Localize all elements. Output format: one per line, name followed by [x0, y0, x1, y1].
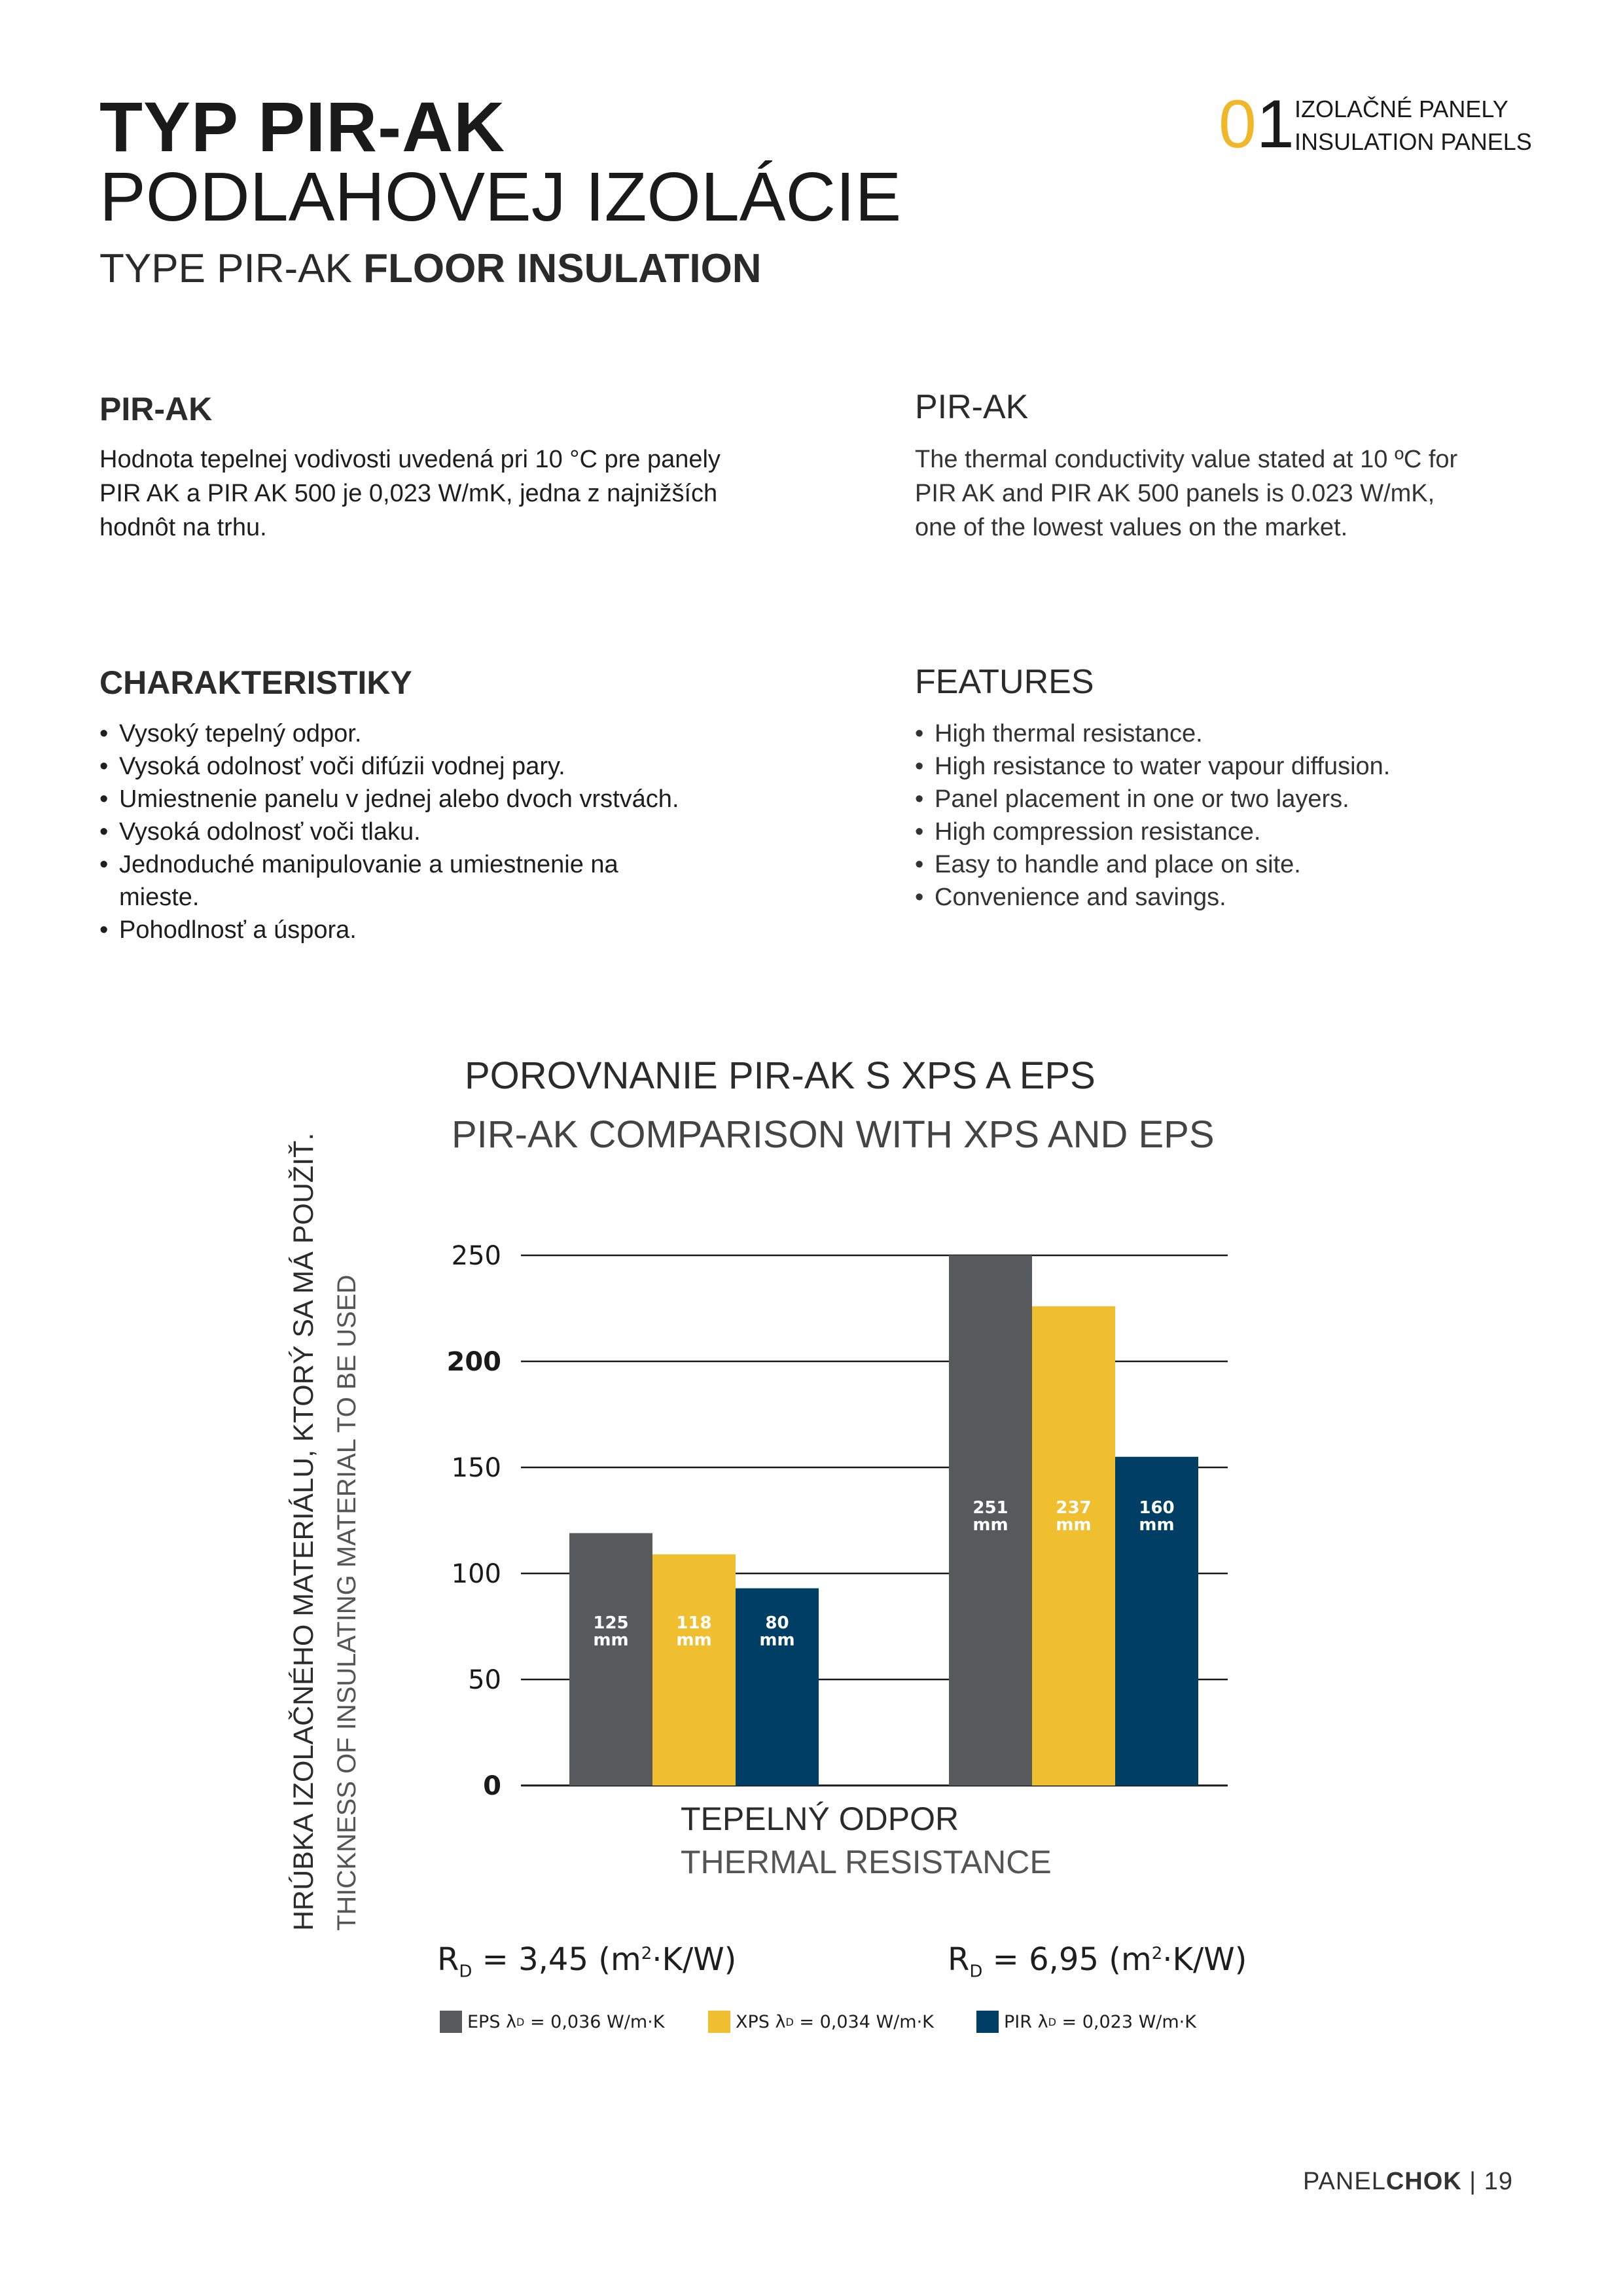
- footer-separator: |: [1461, 2168, 1484, 2195]
- section-number: 01: [1219, 86, 1294, 162]
- bar-value-label: 237: [1056, 1498, 1092, 1518]
- bar-eps: [569, 1533, 652, 1785]
- legend-swatch: [708, 2011, 730, 2033]
- y-tick-label: 250: [451, 1241, 501, 1271]
- x-axis-label-en: THERMAL RESISTANCE: [681, 1844, 1052, 1880]
- intro-heading-sk: PIR-AK: [99, 391, 213, 427]
- list-item: • Convenience and savings.: [915, 881, 1543, 914]
- y-axis-label-sk: HRÚBKA IZOLAČNÉHO MATERIÁLU, KTORÝ SA MÁ POUŽIŤ.: [288, 1132, 319, 1931]
- chart-title: POROVNANIE PIR-AK S XPS A EPS: [465, 1054, 1096, 1097]
- title-english-plain: TYPE PIR-AK: [99, 246, 352, 291]
- section-number-digit: 1: [1256, 86, 1294, 162]
- bar-value-label: 160: [1139, 1498, 1175, 1518]
- legend-label: EPS λ: [467, 2011, 517, 2032]
- bar-unit-label: mm: [1056, 1515, 1092, 1535]
- category-label: [948, 1941, 1247, 1982]
- list-item: • Pohodlnosť a úspora.: [99, 914, 832, 946]
- list-item: • High compression resistance.: [915, 816, 1543, 848]
- legend-swatch: [440, 2011, 462, 2033]
- legend-sub: D: [1048, 2015, 1056, 2028]
- page-footer: [1303, 2168, 1513, 2196]
- list-item: • High thermal resistance.: [915, 717, 1543, 750]
- rd-value: = 6,95 (m: [982, 1941, 1152, 1978]
- x-axis-label-sk: TEPELNÝ ODPOR: [681, 1801, 959, 1837]
- page-number: 19: [1484, 2168, 1513, 2195]
- bar-unit-label: mm: [593, 1630, 629, 1650]
- legend-value: = 0,034 W/m·K: [799, 2011, 934, 2032]
- title-english-bold: FLOOR INSULATION: [363, 246, 762, 291]
- legend-swatch: [976, 2011, 999, 2033]
- chart-y-ticks: [447, 1241, 502, 1801]
- legend-value: = 0,023 W/m·K: [1061, 2011, 1196, 2032]
- rd-sub: D: [969, 1962, 983, 1982]
- list-item: • High resistance to water vapour diffusion.: [915, 750, 1543, 783]
- rd-prefix: R: [437, 1941, 459, 1978]
- bar-unit-label: mm: [676, 1630, 712, 1650]
- rd-suffix: ·K/W): [652, 1941, 737, 1978]
- y-tick-label: 150: [451, 1453, 501, 1483]
- intro-heading-en: PIR-AK: [915, 388, 1029, 426]
- chart-bars: [569, 1255, 1198, 1785]
- bar-value-label: 251: [972, 1498, 1008, 1518]
- intro-line-sk: Hodnota tepelnej vodivosti uvedená pri 10 °C pre panely: [99, 446, 721, 473]
- legend-sub: D: [785, 2015, 794, 2028]
- legend-sub: D: [516, 2015, 525, 2028]
- intro-line-en: PIR AK and PIR AK 500 panels is 0.023 W/mK,: [915, 480, 1435, 507]
- legend-item-eps: [440, 2011, 664, 2033]
- rd-sup: 2: [641, 1944, 652, 1964]
- y-axis-label-en: THICKNESS OF INSULATING MATERIAL TO BE USED: [332, 1274, 361, 1931]
- intro-line-en: one of the lowest values on the market.: [915, 514, 1348, 541]
- section-label-en: INSULATION PANELS: [1294, 128, 1532, 155]
- category-label: [437, 1941, 736, 1982]
- list-item: • Panel placement in one or two layers.: [915, 783, 1543, 816]
- page-title-subtitle: PODLAHOVEJ IZOLÁCIE: [99, 158, 902, 236]
- rd-value: = 3,45 (m: [472, 1941, 641, 1978]
- rd-prefix: R: [948, 1941, 970, 1978]
- list-item: • Vysoká odolnosť voči tlaku.: [99, 816, 832, 848]
- y-tick-label: 200: [446, 1347, 501, 1377]
- rd-suffix: ·K/W): [1162, 1941, 1247, 1978]
- bar-xps: [652, 1554, 736, 1785]
- bar-unit-label: mm: [972, 1515, 1008, 1535]
- page-title: TYP PIR-AK: [99, 87, 506, 166]
- legend-item-pir: [976, 2011, 1196, 2033]
- list-item: • Jednoduché manipulovanie a umiestnenie na mieste.: [99, 848, 656, 914]
- bar-value-label: 118: [676, 1613, 712, 1633]
- legend-item-xps: [708, 2011, 934, 2033]
- y-tick-label: 100: [451, 1559, 501, 1589]
- bar-unit-label: mm: [759, 1630, 795, 1650]
- section-label-sk: IZOLAČNÉ PANELY: [1294, 96, 1508, 122]
- chart-subtitle: PIR-AK COMPARISON WITH XPS AND EPS: [452, 1113, 1215, 1156]
- list-item: • Umiestnenie panelu v jednej alebo dvoch vrstvách.: [99, 783, 832, 816]
- legend-label: PIR λ: [1004, 2011, 1048, 2032]
- bar-unit-label: mm: [1139, 1515, 1175, 1535]
- features-heading-sk: CHARAKTERISTIKY: [99, 664, 412, 701]
- list-item: • Easy to handle and place on site.: [915, 848, 1543, 881]
- brand-light: PANEL: [1303, 2168, 1386, 2195]
- bar-value-label: 80: [765, 1613, 789, 1633]
- intro-line-en: The thermal conductivity value stated at 10 ºC for: [915, 446, 1458, 473]
- legend-value: = 0,036 W/m·K: [529, 2011, 665, 2032]
- bar-xps: [1032, 1306, 1115, 1785]
- rd-sub: D: [459, 1962, 473, 1982]
- legend-label: XPS λ: [736, 2011, 786, 2032]
- brand-bold: CHOK: [1385, 2168, 1462, 2195]
- rd-sup: 2: [1151, 1944, 1163, 1964]
- intro-line-sk: PIR AK a PIR AK 500 je 0,023 W/mK, jedna z najnižších: [99, 480, 718, 507]
- intro-line-sk: hodnôt na trhu.: [99, 514, 267, 541]
- y-tick-label: 0: [483, 1771, 501, 1801]
- list-item: • Vysoký tepelný odpor.: [99, 717, 832, 750]
- features-heading-en: FEATURES: [915, 663, 1094, 701]
- list-item: • Vysoká odolnosť voči difúzii vodnej pary.: [99, 750, 832, 783]
- y-tick-label: 50: [468, 1665, 501, 1695]
- bar-value-label: 125: [593, 1613, 629, 1633]
